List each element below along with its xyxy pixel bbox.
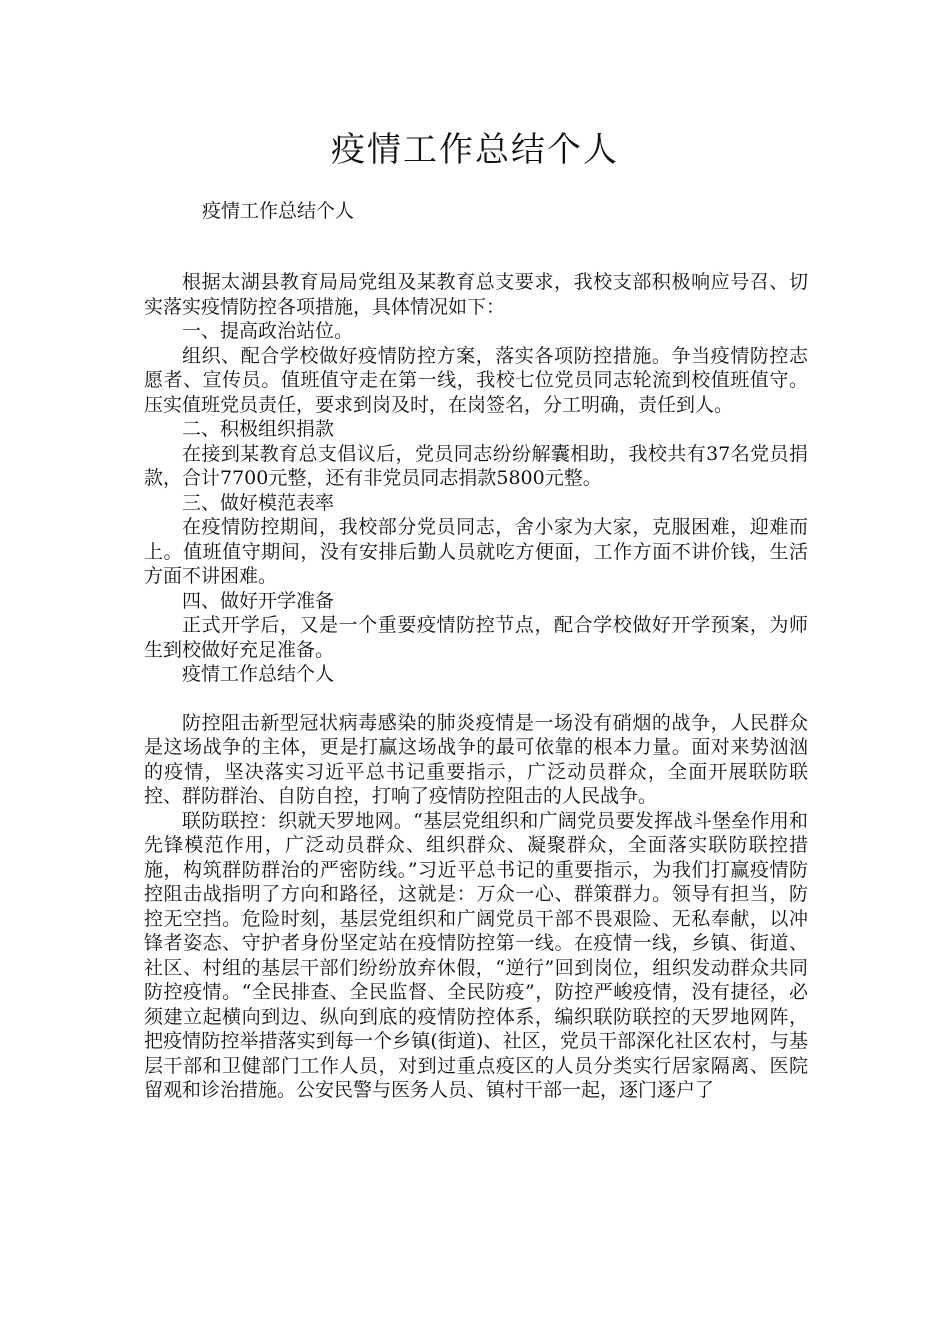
paragraph-6: 联防联控：织就天罗地网。“基层党组织和广阔党员要发挥战斗堡垒作用和先锋模范作用，广泛动员群众、组织群众、凝聚群众，全面落实联防联控措施，构筑群防群治的严密防线。”习近平总书记的重要指示，为我们打赢疫情防控阻击战指明了方向和路径，这就是：万众一心、群策群力。领导有担当，防控无空挡。危险时刻，基层党组织和广阔党员干部不畏艰险、无私奉献，以冲锋者姿态、守护者身份坚定站在疫情防控第一线。在疫情一线，乡镇、街道、社区、村组的基层干部们纷纷放弃休假，“逆行”回到岗位，组织发动群众共同防控疫情。“全民排查、全民监督、全民防疫”，防控严峻疫情，没有捷径，必须建立起横向到边、纵向到底的疫情防控体系，编织联防联控的天罗地网阵，把疫情防控举措落实到每一个乡镇(街道)、社区，党员干部深化社区农村，与基层干部和卫健部门工作人员，对到过重点疫区的人员分类实行居家隔离、医院留观和诊治措施。公安民警与医务人员、镇村干部一起，逐门逐户了 (144, 809, 808, 1101)
section-heading-2: 二、积极组织捐款 (182, 418, 335, 440)
paragraph-1: 组织、配合学校做好疫情防控方案，落实各项防控措施。争当疫情防控志愿者、宣传员。值班值守走在第一线，我校七位党员同志轮流到校值班值守。压实值班党员责任，要求到岗及时，在岗签名，分工明确，责任到人。 (144, 344, 808, 416)
paragraph-2: 在接到某教育总支倡议后，党员同志纷纷解囊相助，我校共有37名党员捐款，合计7700元整，还有非党员同志捐款5800元整。 (144, 442, 808, 489)
paragraph-3: 在疫情防控期间，我校部分党员同志，舍小家为大家，克服困难，迎难而上。值班值守期间，没有安排后勤人员就吃方便面，工作方面不讲价钱，生活方面不讲困难。 (144, 516, 808, 587)
repeated-subtitle: 疫情工作总结个人 (182, 663, 335, 685)
document-body (144, 270, 808, 1103)
paragraph-4: 正式开学后，又是一个重要疫情防控节点，配合学校做好开学预案，为师生到校做好充足准备。 (144, 614, 808, 661)
section-heading-4: 四、做好开学准备 (182, 589, 335, 612)
section-heading-1: 一、提高政治站位。 (182, 320, 354, 342)
paragraph-5: 防控阻击新型冠状病毒感染的肺炎疫情是一场没有硝烟的战争，人民群众是这场战争的主体，更是打赢这场战争的最可依靠的根本力量。面对来势汹汹的疫情，坚决落实习近平总书记重要指示，广泛动员群众，全面开展联防联控、群防群治、自防自控，打响了疫情防控阻击的人民战争。 (144, 711, 808, 807)
document-title: 疫情工作总结个人 (331, 130, 619, 170)
intro-paragraph: 根据太湖县教育局局党组及某教育总支要求，我校支部积极响应号召、切实落实疫情防控各项措施，具体情况如下： (144, 271, 808, 318)
document-subtitle: 疫情工作总结个人 (202, 200, 355, 222)
blank-line (144, 687, 808, 711)
section-heading-3: 三、做好模范表率 (182, 491, 335, 514)
